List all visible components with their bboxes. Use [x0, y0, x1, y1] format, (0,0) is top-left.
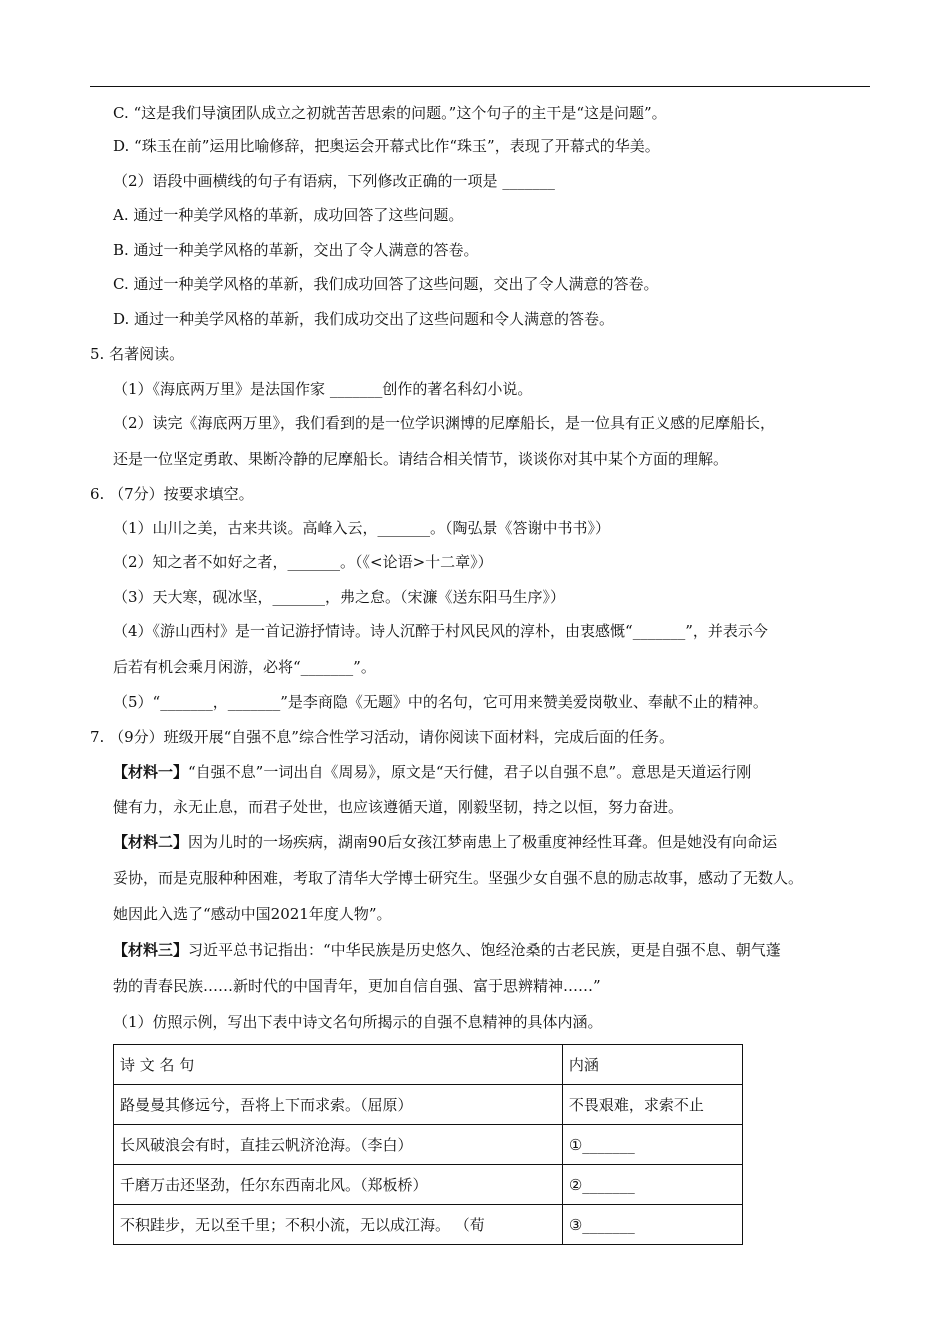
table-cell: 不畏艰难，求索不止 [562, 1085, 742, 1125]
table-row [114, 1085, 743, 1125]
table-cell: 路曼曼其修远兮，吾将上下而求索。（屈原） [114, 1085, 563, 1125]
question-4-2: （2）语段中画横线的句子有语病，下列修改正确的一项是 _______ [113, 172, 555, 190]
question-5-2-cont: 还是一位坚定勇敢、果断冷静的尼摩船长。请结合相关情节，谈谈你对其中某个方面的理解。 [113, 450, 729, 468]
option-c: C. 通过一种美学风格的革新，我们成功回答了这些问题，交出了令人满意的答卷。 [113, 275, 659, 293]
material-1-text: “自强不息”一词出自《周易》，原文是“天行健，君子以自强不息”。意思是天道运行刚 [188, 763, 752, 781]
material-1-cont: 健有力，永无止息，而君子处世，也应该遵循天道，刚毅坚韧，持之以恒，努力奋进。 [113, 798, 684, 816]
table-cell: ①_______ [562, 1125, 742, 1165]
option-d: D. “珠玉在前”运用比喻修辞，把奥运会开幕式比作“珠玉”，表现了开幕式的华美。 [113, 137, 660, 155]
question-5-2: （2）读完《海底两万里》，我们看到的是一位学识渊博的尼摩船长，是一位具有正义感的尼摩船长， [113, 414, 776, 432]
poem-table [113, 1044, 743, 1245]
question-6-4-cont: 后若有机会乘月闲游，必将“_______”。 [113, 658, 376, 676]
material-2-cont: 妥协，而是克服种种困难，考取了清华大学博士研究生。坚强少女自强不息的励志故事，感动了无数人。 [113, 869, 804, 887]
question-5-title: 5. 名著阅读。 [90, 345, 185, 363]
table-cell: 千磨万击还坚劲，任尔东西南北风。（郑板桥） [114, 1165, 563, 1205]
material-2 [113, 832, 777, 852]
material-3 [113, 940, 781, 960]
table-header: 诗 文 名 句 [114, 1045, 563, 1085]
question-6-1: （1）山川之美，古来共谈。高峰入云，_______。（陶弘景《答谢中书书》） [113, 519, 611, 537]
table-cell: 不积跬步，无以至千里；不积小流，无以成江海。 （荀 [114, 1205, 563, 1245]
material-2-label: 【材料二】 [113, 833, 189, 851]
material-3-cont: 勃的青春民族……新时代的中国青年，更加自信自强、富于思辨精神……” [113, 977, 601, 995]
material-2-cont2: 她因此入选了“感动中国2021年度人物”。 [113, 905, 392, 923]
table-row [114, 1205, 743, 1245]
table-row [114, 1125, 743, 1165]
table-cell: 长风破浪会有时，直挂云帆济沧海。（李白） [114, 1125, 563, 1165]
option-d: D. 通过一种美学风格的革新，我们成功交出了这些问题和令人满意的答卷。 [113, 310, 615, 328]
question-6-3: （3）天大寒，砚冰坚，_______，弗之怠。（宋濂《送东阳马生序》） [113, 588, 566, 606]
table-header: 内涵 [562, 1045, 742, 1085]
question-5-1: （1）《海底两万里》是法国作家 _______创作的著名科幻小说。 [113, 380, 533, 398]
option-b: B. 通过一种美学风格的革新，交出了令人满意的答卷。 [113, 241, 479, 259]
question-6-title: 6. （7分）按要求填空。 [90, 485, 254, 503]
question-7-title: 7. （9分）班级开展“自强不息”综合性学习活动，请你阅读下面材料，完成后面的任务。 [90, 728, 674, 746]
question-6-2: （2）知之者不如好之者，_______。（《<论语>十二章》） [113, 553, 493, 571]
question-6-5: （5）“_______，_______”是李商隐《无题》中的名句，它可用来赞美爱岗敬业、奉献不止的精神。 [113, 693, 768, 711]
header-rule [90, 86, 870, 87]
question-7-1: （1）仿照示例，写出下表中诗文名句所揭示的自强不息精神的具体内涵。 [113, 1013, 603, 1031]
table-row [114, 1165, 743, 1205]
material-1-label: 【材料一】 [113, 763, 189, 781]
table-cell: ②_______ [562, 1165, 742, 1205]
table-header-row [114, 1045, 743, 1085]
material-3-label: 【材料三】 [113, 941, 189, 959]
material-3-text: 习近平总书记指出：“中华民族是历史悠久、饱经沧桑的古老民族，更是自强不息、朝气蓬 [188, 941, 781, 959]
option-a: A. 通过一种美学风格的革新，成功回答了这些问题。 [113, 206, 464, 224]
material-1 [113, 762, 751, 782]
option-c: C. “这是我们导演团队成立之初就苦苦思索的问题。”这个句子的主干是“这是问题”。 [113, 104, 667, 122]
table-cell: ③_______ [562, 1205, 742, 1245]
material-2-text: 因为儿时的一场疾病，湖南90后女孩江梦南患上了极重度神经性耳聋。但是她没有向命运 [188, 833, 778, 851]
question-6-4: （4）《游山西村》是一首记游抒情诗。诗人沉醉于村风民风的淳朴，由衷感慨“_______”，并表示今 [113, 622, 768, 640]
